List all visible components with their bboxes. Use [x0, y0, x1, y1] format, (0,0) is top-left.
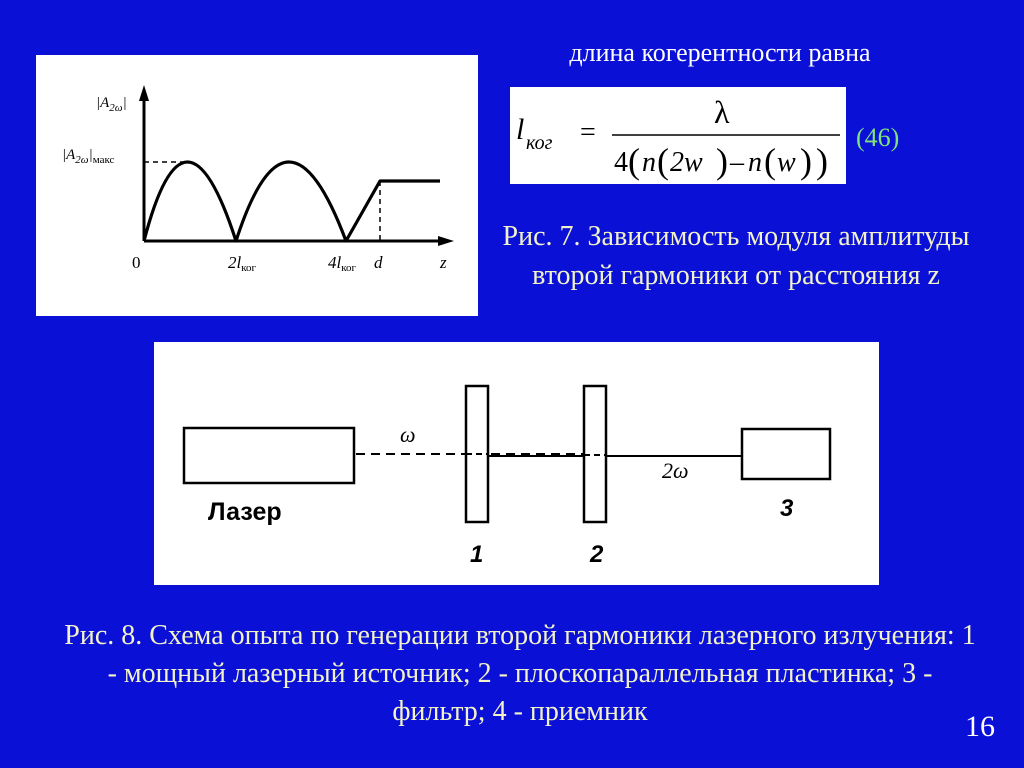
slide-number: 16	[965, 710, 995, 743]
formula-equals: =	[580, 117, 596, 148]
laser-box	[184, 428, 354, 483]
amplitude-graph-svg	[36, 55, 478, 316]
two-omega-label: 2ω	[662, 458, 689, 483]
formula-lhs-subscript: ког	[526, 132, 553, 154]
formula-paren-close-2: )	[716, 141, 728, 181]
x-axis-arrow	[438, 236, 454, 246]
figure-8-caption: Рис. 8. Схема опыта по генерации второй гармоники лазерного излучения: 1 - мощный лазерный источник; 2 - плоскопараллельная пластинка; 3 - фильтр; 4 - приемник	[64, 620, 976, 727]
formula-denominator-coef: 4	[614, 147, 628, 178]
x-label-2l-sub: ког	[241, 262, 257, 274]
equation-number: (46)	[856, 123, 900, 152]
x-label-4l-sub: ког	[341, 262, 357, 274]
x-axis-label-z: z	[440, 253, 447, 272]
x-label-2l	[228, 253, 257, 274]
laser-label: Лазер	[208, 498, 282, 526]
formula-denominator-arg2: w	[777, 147, 796, 178]
y-axis-arrow	[139, 85, 149, 101]
x-label-2l-main: 2l	[228, 253, 242, 272]
formula-paren-close-1: )	[816, 141, 828, 181]
formula-denominator-arg1: 2w	[670, 147, 703, 178]
filter-label: 3	[780, 495, 794, 522]
y-max-label-end: |	[88, 147, 93, 163]
filter-box	[742, 429, 830, 479]
formula-denominator-minus: –	[730, 147, 744, 178]
y-axis-label-base: |A	[96, 95, 110, 111]
formula-paren-open-2: (	[657, 141, 669, 181]
y-max-label-sub: 2ω	[75, 154, 89, 166]
x-label-4l	[328, 253, 357, 274]
formula-paren-open-3: (	[764, 141, 776, 181]
amplitude-graph	[36, 55, 478, 316]
formula-denominator-n1: n	[642, 147, 656, 178]
coherence-length-formula	[510, 87, 846, 184]
y-max-label-base: |A	[62, 147, 76, 163]
y-axis-label-sub: 2ω	[109, 102, 123, 114]
formula-lhs-symbol: l	[516, 113, 525, 146]
experiment-setup-diagram	[154, 342, 879, 585]
x-label-d: d	[374, 253, 383, 272]
y-axis-label-end: |	[122, 95, 127, 111]
plate-2-label: 2	[590, 541, 604, 568]
formula-paren-open-1: (	[628, 141, 640, 181]
plate-1-label: 1	[470, 541, 484, 568]
amplitude-curve	[144, 162, 440, 241]
formula-paren-close-3: )	[800, 141, 812, 181]
figure-7-caption: Рис. 7. Зависимость модуля амплитуды второй гармоники от расстояния z	[502, 221, 970, 291]
formula-svg	[510, 87, 846, 184]
y-axis-label	[96, 95, 127, 114]
y-max-label	[62, 147, 115, 166]
formula-denominator-n2: n	[748, 147, 762, 178]
y-max-label-suffix: макс	[92, 154, 115, 166]
x-label-origin: 0	[132, 253, 141, 272]
setup-diagram-svg	[154, 342, 879, 585]
omega-label: ω	[400, 422, 416, 447]
x-label-4l-main: 4l	[328, 253, 342, 272]
coherence-length-title: длина когерентности равна	[569, 38, 871, 67]
formula-numerator: λ	[714, 94, 730, 130]
